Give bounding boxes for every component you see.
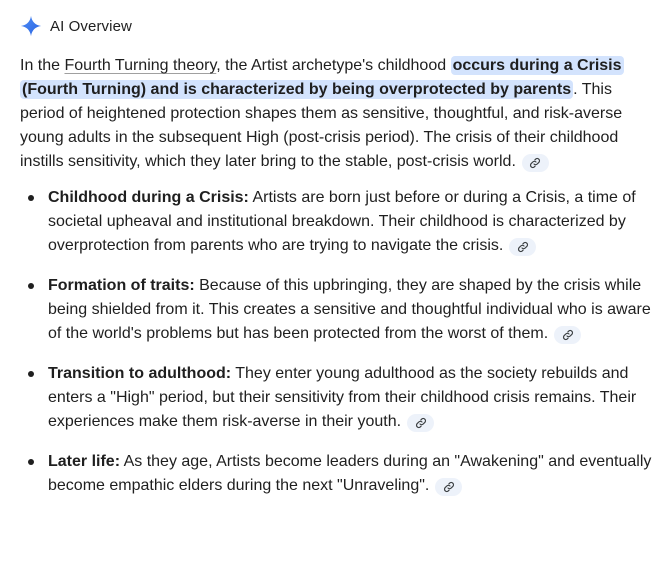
ai-overview-header	[20, 14, 653, 38]
link-icon	[517, 241, 529, 253]
ai-overview-title: AI Overview	[50, 17, 132, 35]
sparkle-icon	[20, 15, 42, 37]
bullet-text: As they age, Artists become leaders during an "Awakening" and eventually become empathic elders during the next "Unraveling".	[48, 453, 652, 494]
source-link-button[interactable]	[522, 154, 549, 172]
fourth-turning-link[interactable]: Fourth Turning theory	[64, 57, 217, 74]
link-icon	[562, 329, 574, 341]
source-link-button[interactable]	[407, 414, 434, 432]
source-link-button[interactable]	[509, 238, 536, 256]
link-icon	[443, 481, 455, 493]
bullet-text: Because of this upbringing, they are shaped by the crisis while being shielded from it. This creates a sensitive and thoughtful individual who is aware of the world's problems but has been protected from the worst of them.	[48, 277, 651, 342]
bullet-text: Artists are born just before or during a Crisis, a time of societal upheaval and institutional breakdown. Their childhood is characterized by overprotection from parents who are trying to navigate the crisis.	[48, 189, 636, 254]
bullet-dot	[28, 459, 34, 465]
bullet-title: Childhood during a Crisis:	[48, 189, 249, 206]
intro-paragraph	[20, 54, 653, 174]
bullet-dot	[28, 371, 34, 377]
bullet-dot	[28, 195, 34, 201]
intro-mid: , the Artist archetype's childhood	[216, 57, 451, 74]
ai-overview-panel	[0, 14, 665, 566]
intro-post: . This period of heightened protection shapes them as sensitive, thoughtful, and risk-averse young adults in the subsequent High (post-crisis period). The crisis of their childhood instills sensitivity, which they later bring to the stable, post-crisis world.	[20, 81, 623, 170]
bullet-list	[20, 186, 653, 498]
bullet-title: Later life:	[48, 453, 121, 470]
intro-highlight: occurs during a Crisis (Fourth Turning) and is characterized by being overprotected by parents	[22, 57, 622, 98]
bullet-text: They enter young adulthood as the society rebuilds and enters a "High" period, but their sensitivity from their childhood crisis remains. Their experiences make them risk-averse in their youth.	[48, 365, 637, 430]
bullet-title: Formation of traits:	[48, 277, 195, 294]
source-link-button[interactable]	[435, 478, 462, 496]
list-item	[20, 186, 653, 258]
bullet-dot	[28, 283, 34, 289]
link-icon	[415, 417, 427, 429]
link-icon	[529, 157, 541, 169]
intro-pre: In the	[20, 57, 65, 74]
list-item	[20, 362, 653, 434]
list-item	[20, 274, 653, 346]
bullet-title: Transition to adulthood:	[48, 365, 232, 382]
source-link-button[interactable]	[554, 326, 581, 344]
list-item	[20, 450, 653, 498]
